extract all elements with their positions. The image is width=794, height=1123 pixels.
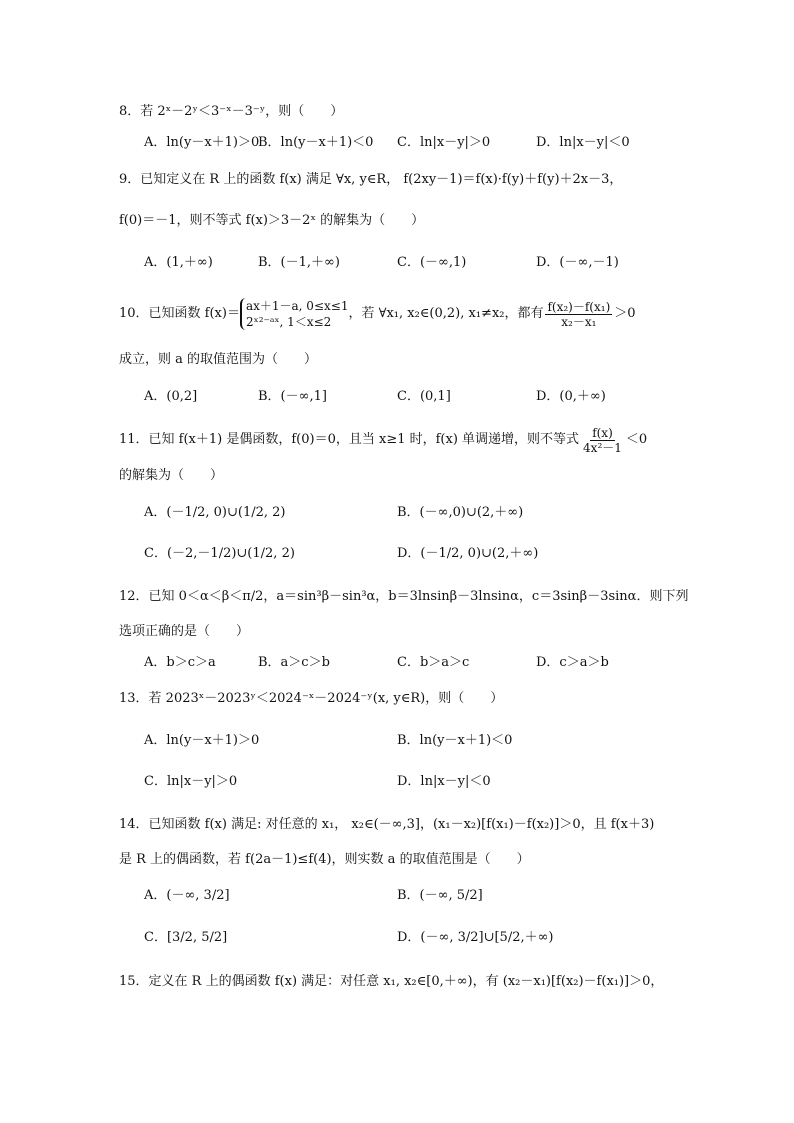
question-15-stem: 15．定义在 R 上的偶函数 f(x) 满足：对任意 x₁, x₂∈[0,＋∞)，有 (x₂－x₁)[f(x₂)－f(x₁)]＞0， xyxy=(119,974,664,989)
question-11-stem xyxy=(119,422,679,458)
question-11-stem-a: 11．已知 f(x＋1) 是偶函数，f(0)＝0，且当 x≥1 时，f(x) 单调递增，则不等式 xyxy=(119,432,580,447)
question-8-stem: 8．若 2ˣ－2ʸ＜3⁻ˣ－3⁻ʸ，则（ ） xyxy=(119,104,344,119)
question-12-stem-line2: 选项正确的是（ ） xyxy=(119,624,250,639)
question-8-option-a: A．ln(y－x＋1)＞0 xyxy=(144,135,260,150)
question-9-stem: 9．已知定义在 R 上的函数 f(x) 满足 ∀x, y∈R， f(2xy－1)＝f(x)·f(y)＋f(y)＋2x－3， xyxy=(119,172,623,187)
question-13-stem: 13．若 2023ˣ－2023ʸ＜2024⁻ˣ－2024⁻ʸ(x, y∈R)，则（ ） xyxy=(119,691,504,706)
question-11-option-d: D．(－1/2, 0)∪(2,＋∞) xyxy=(397,546,539,561)
question-11-option-c: C．(－2,－1/2)∪(1/2, 2) xyxy=(144,546,295,561)
question-9-option-c: C．(－∞,1) xyxy=(397,255,467,270)
question-10-option-c: C．(0,1] xyxy=(397,389,451,404)
question-14-option-b: B．(－∞, 5/2] xyxy=(397,888,483,903)
question-11-option-a: A．(－1/2, 0)∪(1/2, 2) xyxy=(144,505,286,520)
piecewise-case-1: ax＋1－a, 0≤x≤1 xyxy=(245,299,349,313)
question-10-stem-a: 10．已知函数 f(x)＝ xyxy=(119,306,240,321)
question-14-stem-line2: 是 R 上的偶函数，若 f(2a－1)≤f(4)，则实数 a 的取值范围是（ ） xyxy=(119,852,530,867)
question-10-option-b: B．(－∞,1] xyxy=(258,389,327,404)
question-12-option-d: D．c＞a＞b xyxy=(536,655,609,670)
question-14-option-a: A．(－∞, 3/2] xyxy=(144,888,230,903)
question-10-stem xyxy=(119,296,679,332)
question-14-option-c: C．[3/2, 5/2] xyxy=(144,930,228,945)
question-11-stem-c: ＜0 xyxy=(625,432,648,447)
question-10-fraction xyxy=(545,300,612,329)
question-9-option-a: A．(1,＋∞) xyxy=(144,255,213,270)
question-10-option-d: D．(0,＋∞) xyxy=(536,389,606,404)
fraction-denominator: x₂－x₁ xyxy=(561,314,597,329)
question-13-option-c: C．ln|x－y|＞0 xyxy=(144,774,238,789)
question-10-stem-b: ，若 ∀x₁, x₂∈(0,2), x₁≠x₂，都有 xyxy=(348,306,544,321)
fraction-numerator: f(x) xyxy=(592,425,613,440)
question-9-option-d: D．(－∞,－1) xyxy=(536,255,619,270)
question-12-option-a: A．b＞c＞a xyxy=(144,655,216,670)
question-12-option-c: C．b＞a＞c xyxy=(397,655,470,670)
piecewise-case-2: 2ˣ²⁻ᵃˣ, 1＜x≤2 xyxy=(245,315,332,329)
question-9-option-b: B．(－1,＋∞) xyxy=(258,255,340,270)
question-10-stem-line2: 成立，则 a 的取值范围为（ ） xyxy=(119,352,318,367)
piecewise-brace xyxy=(240,298,349,330)
question-13-option-d: D．ln|x－y|＜0 xyxy=(397,774,491,789)
question-8-option-d: D．ln|x－y|＜0 xyxy=(536,135,630,150)
question-12-stem: 12．已知 0＜α＜β＜π/2，a＝sin³β－sin³α，b＝3lnsinβ－3lnsinα，c＝3sinβ－3sinα．则下列 xyxy=(119,589,689,604)
question-8-option-b: B．ln(y－x＋1)＜0 xyxy=(258,135,374,150)
question-11-fraction xyxy=(581,426,624,455)
question-8-option-c: C．ln|x－y|＞0 xyxy=(397,135,491,150)
question-12-option-b: B．a＞c＞b xyxy=(258,655,330,670)
question-10-stem-c: ＞0 xyxy=(614,306,636,321)
question-13-option-b: B．ln(y－x＋1)＜0 xyxy=(397,733,513,748)
question-14-stem: 14．已知函数 f(x) 满足: 对任意的 x₁， x₂∈(－∞,3]，(x₁－x₂)[f(x₁)－f(x₂)]＞0，且 f(x＋3) xyxy=(119,817,655,832)
question-13-option-a: A．ln(y－x＋1)＞0 xyxy=(144,733,260,748)
question-14-option-d: D．(－∞, 3/2]∪[5/2,＋∞) xyxy=(397,930,554,945)
question-9-stem-line2: f(0)＝－1，则不等式 f(x)＞3－2ˣ 的解集为（ ） xyxy=(119,213,425,228)
fraction-denominator: 4x²－1 xyxy=(583,440,622,455)
question-10-option-a: A．(0,2] xyxy=(144,389,198,404)
question-11-stem-line2: 的解集为（ ） xyxy=(119,468,224,483)
fraction-numerator: f(x₂)－f(x₁) xyxy=(547,299,611,314)
question-11-option-b: B．(－∞,0)∪(2,＋∞) xyxy=(397,505,524,520)
